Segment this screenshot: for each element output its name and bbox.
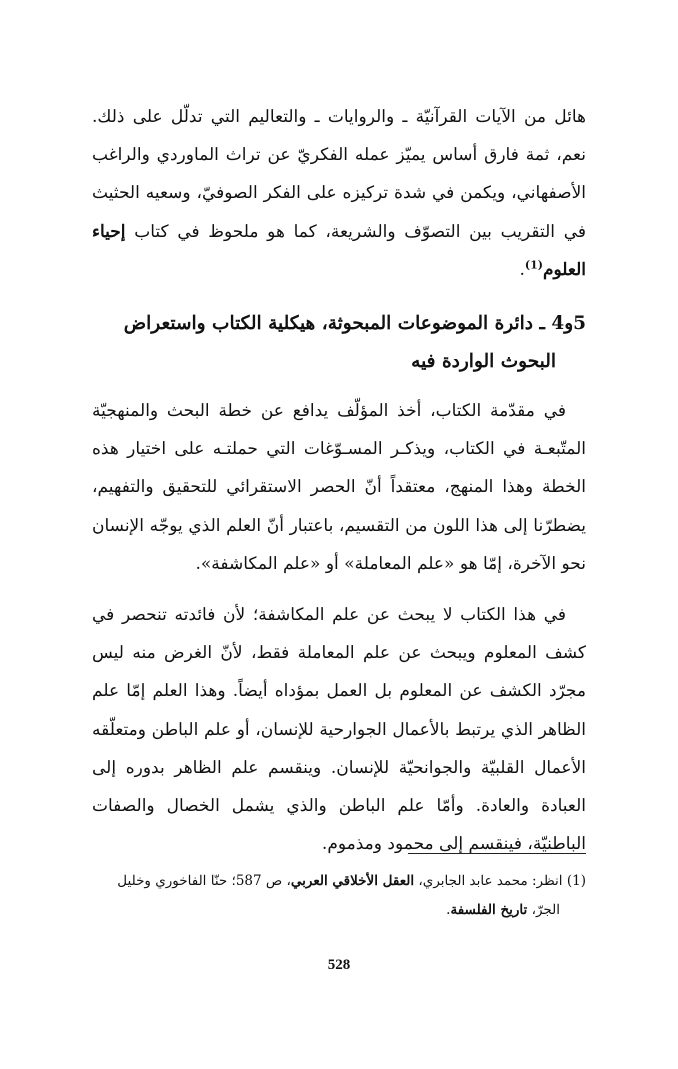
section-heading-line2: البحوث الواردة فيه <box>411 351 556 372</box>
section-heading <box>92 305 586 381</box>
book-title-ihya: إحياء العلوم <box>92 221 586 280</box>
footnote-marker: (1) <box>566 873 586 889</box>
paragraph-1 <box>92 98 586 289</box>
footnote-middle: ، ص 587؛ حنّا الفاخوري وخليل <box>117 873 291 889</box>
paragraph-1-text: هائل من الآيات القرآنيّة ـ والروايات ـ والتعاليم التي تدلّل على ذلك. نعم، ثمة فارق أساس يميّز عمله الفكريّ عن تراث الماوردي والراغب الأصفهاني، ويكمن في شدة تركيزه على الفكر الصوفيّ، وسعيه الحثيث في التقريب بين التصوّف والشريعة، كما هو ملحوظ في كتاب <box>92 107 586 242</box>
paragraph-3-text: في هذا الكتاب لا يبحث عن علم المكاشفة؛ لأن فائدته تنحصر في كشف المعلوم ويبحث عن علم المعاملة فقط، لأنّ الغرض منه ليس مجرّد الكشف عن المعلوم بل العمل بمؤداه أيضاً. وهذا العلم إمّا علم الظاهر الذي يرتبط بالأعمال الجوارحية للإنسان، أو علم الباطن ومتعلّقه الأعمال القلبيّة والجوانحيّة للإنسان. وينقسم علم الظاهر بدوره إلى العبادة والعادة. وأمّا علم الباطن والذي يشمل الخصال والصفات الباطنيّة، فينقسم إلى محمود ومذموم. <box>92 605 586 855</box>
page-number: 528 <box>327 957 351 973</box>
section-heading-line1: 5و4 ـ دائرة الموضوعات المبحوثة، هيكلية الكتاب واستعراض <box>123 313 586 334</box>
footnote <box>92 867 586 925</box>
paragraph-1-end: . <box>519 259 525 280</box>
footnote-divider <box>408 853 586 854</box>
paragraph-2-text: في مقدّمة الكتاب، أخذ المؤلّف يدافع عن خطة البحث والمنهجيّة المتّبعـة في الكتاب، ويذكـر المسـوّغات التي حملتـه على اختيار هذه الخطة وهذا المنهج، معتقداً أنّ الحصر الاستقرائي للتحقيق والتفهيم، يضطرّنا إلى هذا اللون من التقسيم، باعتبار أنّ العلم الذي يوجّه الإنسان نحو الآخرة، إمّا هو «علم المعاملة» أو «علم المكاشفة». <box>92 401 586 574</box>
footnote-title-1: العقل الأخلاقي العربي <box>290 873 415 889</box>
footnote-line1 <box>92 867 586 896</box>
footnote-line2-prefix: الجرّ، <box>531 902 560 918</box>
paragraph-2 <box>92 392 586 583</box>
footnote-reference[interactable]: (1) <box>524 258 543 272</box>
footnote-title-2: تاريخ الفلسفة <box>450 902 528 918</box>
footnote-line2 <box>92 896 586 925</box>
footnote-end: . <box>446 902 451 918</box>
paragraph-3 <box>92 596 586 863</box>
footnote-prefix: انظر: محمد عابد الجابري، <box>418 873 563 889</box>
